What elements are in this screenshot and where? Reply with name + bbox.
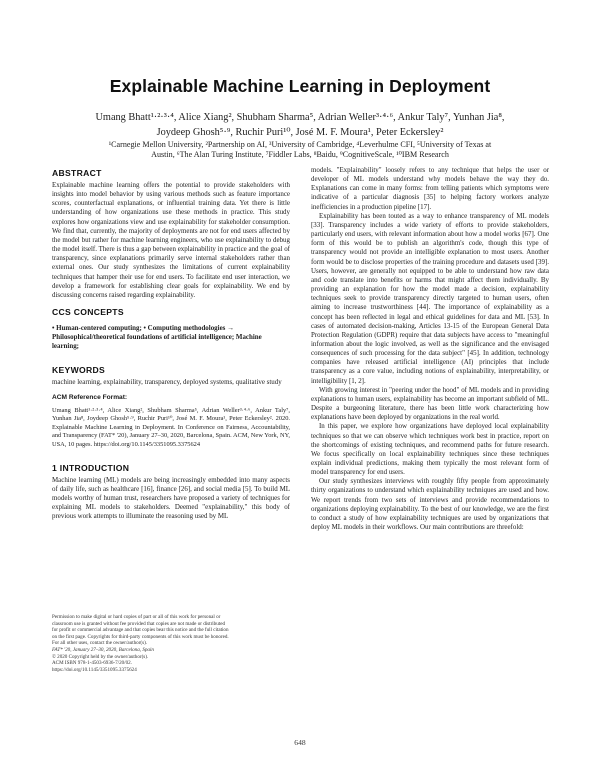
author-line-1: Umang Bhatt¹·²·³·⁴, Alice Xiang², Shubham Sharma⁵, Adrian Weller³·⁴·⁶, Ankur Taly⁷, Yunhan Jia⁸, [95,112,505,123]
affiliation-line-1: ¹Carnegie Mellon University, ²Partnership on AI, ³University of Cambridge, ⁴Leverhulme CFI, ⁵University of Texas at [108,140,492,149]
keywords-text: machine learning, explainability, transparency, deployed systems, qualitative study [52,378,282,387]
paper-title: Explainable Machine Learning in Deployment [109,76,491,96]
permission-line: classroom use is granted without fee provided that copies are not made or distributed [52,620,225,627]
permission-line: on the first page. Copyrights for third-party components of this work must be honored. [52,633,229,640]
introduction-text: Machine learning (ML) models are being increasingly embedded into many aspects of daily life, such as healthcare [16], finance [26], and social media [5]. To build ML models worthy of human trust, researchers have proposed a variety of techniques for explaining ML models to stakeholders. Deemed "explainability," this body of previous work attempts to illuminate the reasoning used by ML [52,475,290,521]
affiliation-line-2: Austin, ⁶The Alan Turing Institute, ⁷Fiddler Labs, ⁸Baidu, ⁹CognitiveScale, ¹⁰IBM Research [151,150,449,159]
paragraph: With growing interest in "peering under the hood" of ML models and in providing explanations to human users, explainability has become an important subfield of ML. Despite a burgeoning literature, there has been little work characterizing how explanations have been deployed by organizations in the real world. [311,385,549,422]
acm-reference-text: Umang Bhatt¹·²·³·⁴, Alice Xiang², Shubham Sharma⁵, Adrian Weller³·⁴·⁶, Ankur Taly⁷, Yunhan Jia⁸, Joydeep Ghosh⁵·⁹, Ruchir Puri¹⁰, José M. F. Moura¹, Peter Eckersley². 2020. Explainable Machine Learning in Deployment. In Conference on Fairness, Accountability, and Transparency (FAT* '20), January 27–30, 2020, Barcelona, Spain. ACM, New York, NY, USA, 10 pages. https://doi.org/10.1145/3351095.3375624 [52,406,290,448]
abstract-text: Explainable machine learning offers the potential to provide stakeholders with insights into model behavior by using various methods such as feature importance scores, counterfactual explanations, or influential training data. Yet there is little understanding of how organizations use these methods in practice. This study explores how organizations view and use explainability for stakeholder consumption. We find that, currently, the majority of deployments are not for end users affected by the model but rather for machine learning engineers, who use explainability to debug the model itself. There is thus a gap between explainability in practice and the goal of transparency, since explanations primarily serve internal stakeholders rather than external ones. Our study synthesizes the limitations of current explainability techniques that hamper their use for end users. To facilitate end user interaction, we develop a framework for establishing clear goals for explainability. We end by discussing concerns raised regarding explainability. [52,181,290,299]
conference-line: FAT* '20, January 27–30, 2020, Barcelona, Spain [52,646,154,653]
paragraph: Our study synthesizes interviews with roughly fifty people from approximately thirty organizations to understand which explainability techniques are used and how. We report trends from two sets of interviews and provide recommendations to organizations deploying explainability. To the best of our knowledge, we are the first to conduct a study of how explainability techniques are used by organizations that deploy ML models in their workflows. Our main contributions are threefold: [311,477,549,532]
paragraph: In this paper, we explore how organizations have deployed local explainability techniques so that we can observe which techniques work best in practice, report on the shortcomings of existing techniques, and recommend paths for future research. We focus specifically on local explainability techniques since these techniques explain individual predictions, making them typically the most relevant form of model transparency for end users. [311,422,549,477]
isbn-line: ACM ISBN 978-1-4503-6936-7/20/02. [52,660,132,667]
right-column [311,166,549,532]
permission-line: for profit or commercial advantage and that copies bear this notice and the full citation [52,627,229,634]
permission-notice [52,614,290,673]
left-column [52,168,290,522]
permission-line: Permission to make digital or hard copies of part or all of this work for personal or [52,614,221,620]
author-line-2: Joydeep Ghosh⁵·⁹, Ruchir Puri¹⁰, José M. F. Moura¹, Peter Eckersley² [156,127,444,138]
affiliations [50,140,550,160]
abstract-heading: ABSTRACT [52,168,102,178]
doi-link[interactable]: https://doi.org/10.1145/3351095.3375624 [52,666,137,673]
copyright-line: © 2020 Copyright held by the owner/author(s). [52,653,149,660]
paragraph: Explainability has been touted as a way to enhance transparency of ML models [33]. Transparency includes a wide variety of efforts to provide stakeholders, particularly end users, with relevant information about how a model works [67]. One form of this would be to publish an algorithm's code, though this type of transparency would not provide an intelligible explanation to most users. Another form would be to disclose properties of the training procedure and datasets used [39]. Users, however, are generally not equipped to be able to understand how raw data and code translate into benefits or harms that might affect them individually. By providing an explanation for how the model made a decision, explainability techniques seek to provide transparency directly targeted to human users, often aiming to increase trustworthiness [44]. The importance of explainability as a concept has been reflected in legal and ethical guidelines for data and ML [53]. In cases of automated decision-making, Articles 13-15 of the European General Data Protection Regulation (GDPR) require that data subjects have access to "meaningful information about the logic involved, as well as the significance and the envisaged consequences of such processing for the data subject" [45]. In addition, technology companies have released artificial intelligence (AI) principles that include transparency as a core value, including notions of explainability, interpretability, or intelligibility [1, 2]. [311,211,549,385]
introduction-heading: 1 INTRODUCTION [52,462,130,473]
paragraph: models. "Explainability" loosely refers to any technique that helps the user or developer of ML models understand why models behave the way they do. Explanations can come in many forms: from telling patients which symptoms were indicative of a particular diagnosis [35] to helping factory workers analyze inefficiencies in a production pipeline [17]. [311,166,549,211]
ccs-heading: CCS CONCEPTS [52,307,124,318]
author-list [50,110,550,140]
acm-reference-heading: ACM Reference Format: [52,393,128,401]
page-number: 648 [294,738,306,747]
permission-line: For all other uses, contact the owner/author(s). [52,640,148,647]
keywords-heading: KEYWORDS [52,365,106,376]
ccs-text: • Human-centered computing; • Computing methodologies → Philosophical/theoretical foundations of artificial intelligence; Machine learning; [52,323,262,351]
